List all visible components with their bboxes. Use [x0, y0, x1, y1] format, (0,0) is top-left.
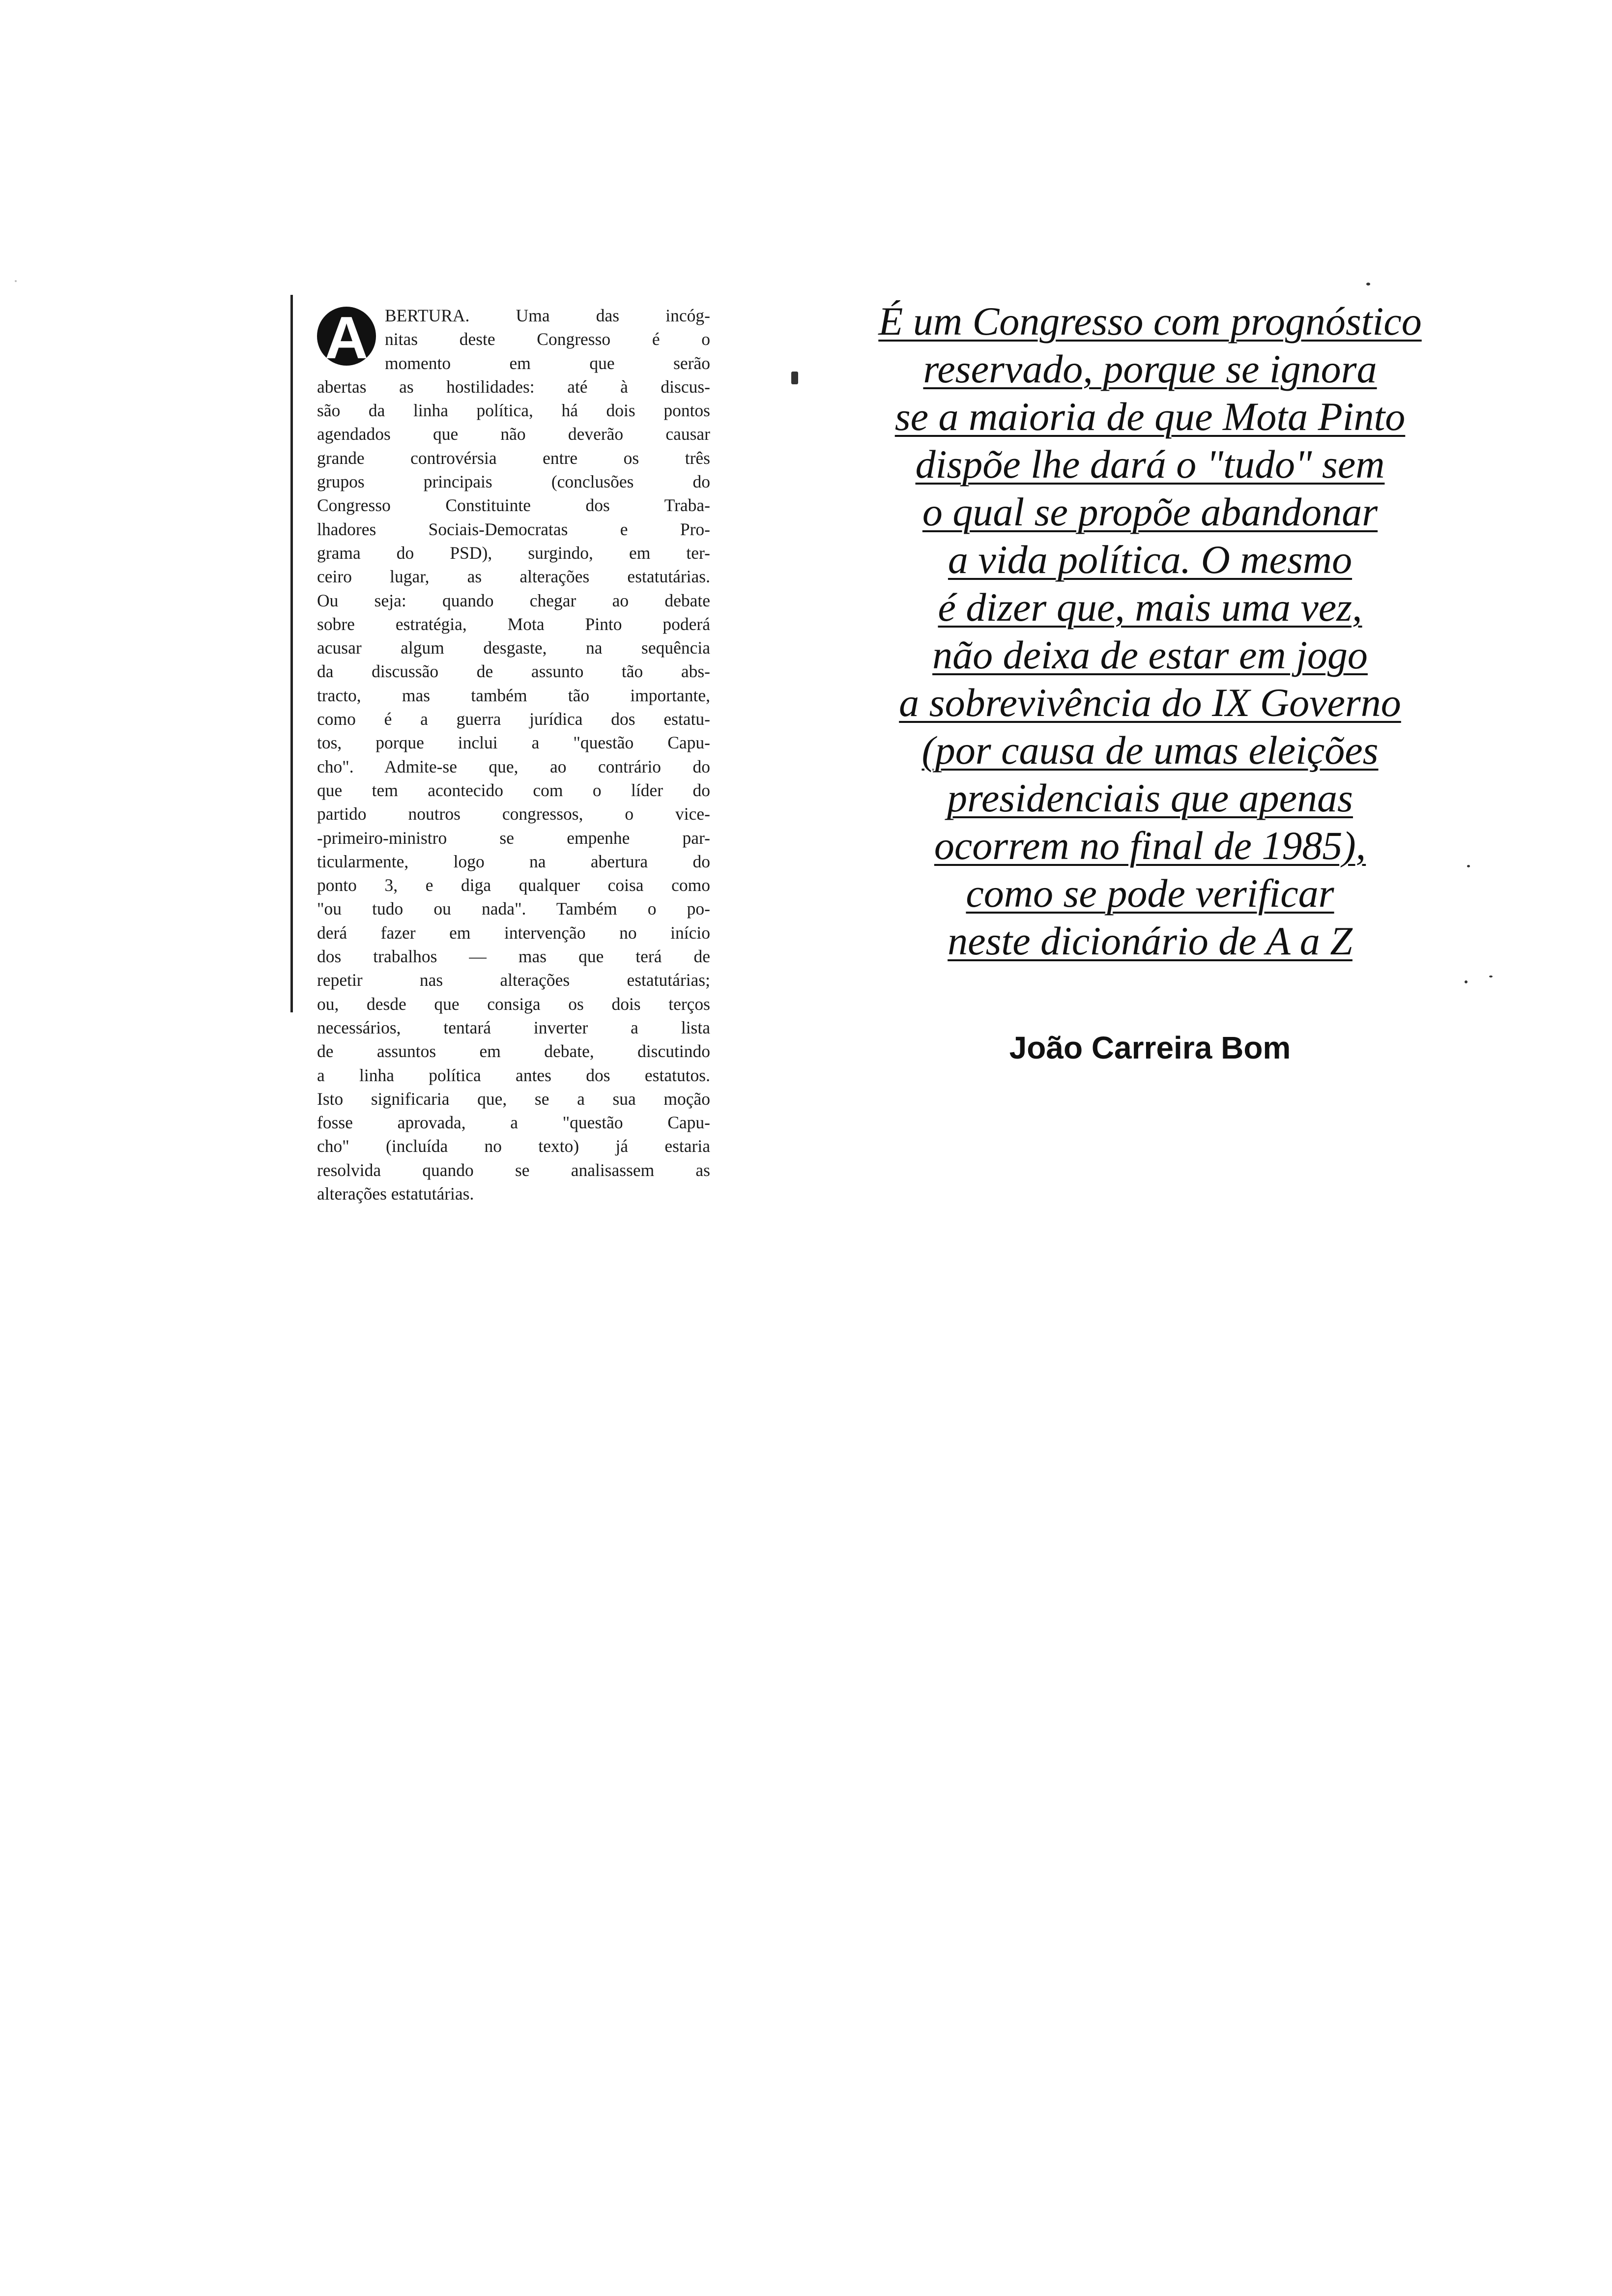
scan-speck	[1366, 283, 1370, 286]
article-line: BERTURA. Uma das incóg-	[385, 306, 710, 325]
pull-quote-line	[757, 488, 1543, 536]
pull-quote	[757, 297, 1543, 965]
pull-quote-text: a vida política. O mesmo	[948, 537, 1353, 582]
article-line: são da linha política, há dois pontos	[317, 401, 710, 421]
pull-quote-text: dispõe lhe dará o "tudo" sem	[915, 442, 1385, 487]
article-line: Congresso Constituinte dos Traba-	[317, 495, 710, 516]
pull-quote-text: como se pode verificar	[966, 871, 1334, 916]
article-line: da discussão de assunto tão abs-	[317, 661, 710, 682]
article-line: como é a guerra jurídica dos estatu-	[317, 709, 710, 729]
pull-quote-line	[757, 393, 1543, 440]
pull-quote-line	[757, 583, 1543, 631]
pull-quote-line	[757, 345, 1543, 393]
pull-quote-line	[757, 440, 1543, 488]
scan-speck	[1489, 976, 1493, 977]
article-line: ceiro lugar, as alterações estatutárias.	[317, 567, 710, 587]
article-line: a linha política antes dos estatutos.	[317, 1065, 710, 1085]
article-column	[317, 304, 710, 1252]
article-line: partido noutros congressos, o vice-	[317, 804, 710, 824]
pull-quote-text: (por causa de umas eleições	[921, 728, 1379, 773]
drop-cap	[317, 304, 376, 371]
scan-speck	[791, 372, 798, 384]
article-line: Isto significaria que, se a sua moção	[317, 1089, 710, 1109]
pull-quote-line	[757, 631, 1543, 679]
article-line: resolvida quando se analisassem as	[317, 1160, 710, 1180]
drop-cap-letter: A	[324, 304, 369, 371]
column-rule	[290, 295, 293, 1012]
article-line: ticularmente, logo na abertura do	[317, 851, 710, 871]
article-line: sobre estratégia, Mota Pinto poderá	[317, 614, 710, 634]
pull-quote-line	[757, 679, 1543, 726]
pull-quote-text: É um Congresso com prognóstico	[878, 299, 1422, 344]
article-line: ponto 3, e diga qualquer coisa como	[317, 875, 710, 895]
pull-quote-text: o qual se propõe abandonar	[922, 489, 1378, 534]
article-line: que tem acontecido com o líder do	[317, 780, 710, 800]
pull-quote-line	[757, 774, 1543, 822]
article-line: tracto, mas também tão importante,	[317, 685, 710, 705]
article-line: agendados que não deverão causar	[317, 424, 710, 444]
article-line: nitas deste Congresso é o	[385, 329, 710, 349]
pull-quote-text: ocorrem no final de 1985),	[934, 823, 1366, 868]
pull-quote-line	[757, 726, 1543, 774]
article-line: "ou tudo ou nada". Também o po-	[317, 899, 710, 919]
article-line: grupos principais (conclusões do	[317, 472, 710, 492]
byline: João Carreira Bom	[1009, 1030, 1291, 1065]
article-line: cho". Admite-se que, ao contrário do	[317, 756, 710, 776]
article-line: Ou seja: quando chegar ao debate	[317, 590, 710, 610]
article-line: -primeiro-ministro se empenhe par-	[317, 828, 710, 848]
pull-quote-text: presidenciais que apenas	[947, 775, 1353, 820]
article-line: cho" (incluída no texto) já estaria	[317, 1136, 710, 1156]
pull-quote-text: reservado, porque se ignora	[923, 346, 1377, 391]
pull-quote-text: neste dicionário de A a Z	[948, 918, 1353, 963]
article-line: abertas as hostilidades: até à discus-	[317, 376, 710, 397]
article-line: tos, porque inclui a "questão Capu-	[317, 733, 710, 753]
article-line: dos trabalhos — mas que terá de	[317, 947, 710, 967]
article-line: grama do PSD), surgindo, em ter-	[317, 543, 710, 563]
pull-quote-text: é dizer que, mais uma vez,	[938, 585, 1362, 630]
scan-speck	[15, 280, 17, 282]
pull-quote-line	[757, 297, 1543, 345]
pull-quote-text: a sobrevivência do IX Governo	[899, 680, 1401, 725]
pull-quote-line	[757, 536, 1543, 583]
scan-speck	[1467, 865, 1470, 867]
article-line: derá fazer em intervenção no início	[317, 922, 710, 943]
article-line: repetir nas alterações estatutárias;	[317, 970, 710, 990]
article-line: acusar algum desgaste, na sequência	[317, 638, 710, 658]
pull-quote-line	[757, 917, 1543, 965]
scan-speck	[1465, 980, 1468, 983]
article-line: ou, desde que consiga os dois terços	[317, 994, 710, 1014]
pull-quote-text: não deixa de estar em jogo	[932, 632, 1368, 677]
article-line: alterações estatutárias.	[317, 1183, 474, 1204]
article-line: momento em que serão	[385, 353, 710, 373]
article-line: necessários, tentará inverter a lista	[317, 1017, 710, 1037]
pull-quote-line	[757, 822, 1543, 869]
article-line: lhadores Sociais-Democratas e Pro-	[317, 519, 710, 539]
article-line: grande controvérsia entre os três	[317, 448, 710, 468]
article-line: fosse aprovada, a "questão Capu-	[317, 1113, 710, 1133]
article-line: de assuntos em debate, discutindo	[317, 1041, 710, 1062]
pull-quote-text: se a maioria de que Mota Pinto	[894, 394, 1406, 439]
pull-quote-line	[757, 869, 1543, 917]
